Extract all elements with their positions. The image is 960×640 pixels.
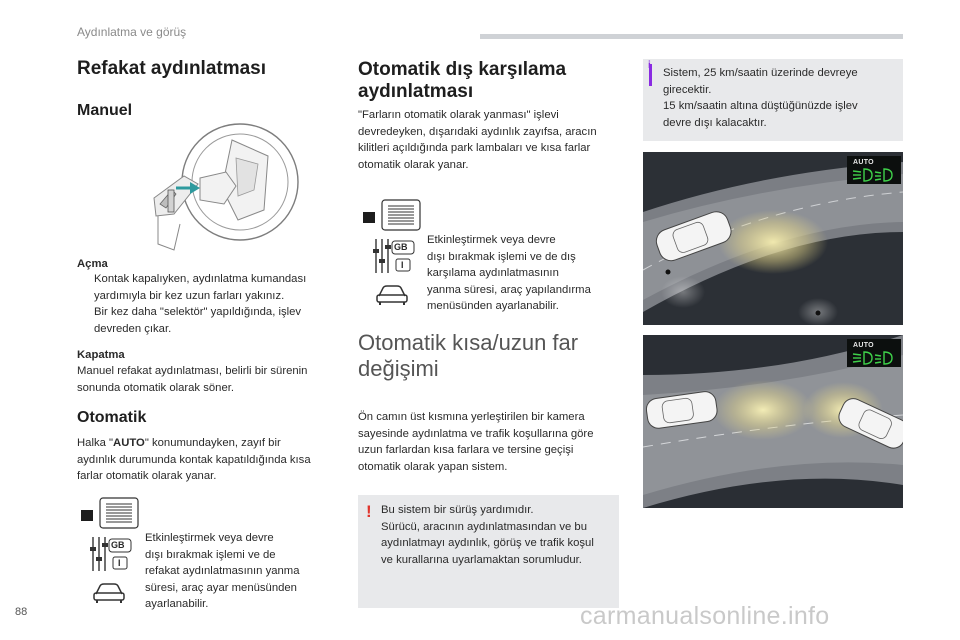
- text-line: dışı bırakmak işlemi ve de dış: [427, 250, 576, 263]
- bullet-line: devreden çıkar.: [94, 322, 172, 335]
- text-line: Ön camın üst kısmına yerleştirilen bir kamera: [358, 411, 585, 423]
- gb-label: GB: [111, 540, 125, 550]
- i-label: I: [118, 558, 121, 568]
- page-number: 88: [15, 606, 28, 618]
- bullet-item: [77, 271, 337, 304]
- road-illustration-2: [643, 335, 903, 508]
- title-dis-karsilama: [358, 59, 566, 103]
- text-line: 15 km/saatin altına düştüğünüzde işlev: [663, 100, 858, 112]
- info-note: [643, 59, 903, 141]
- text-part: Halka ": [77, 437, 114, 449]
- text-line: Etkinleştirmek veya devre: [427, 234, 556, 246]
- heading-otomatik: Otomatik: [77, 409, 147, 426]
- car-icon: [92, 580, 126, 604]
- text-line: yanma süresi, araç yapılandırma: [427, 283, 591, 296]
- bullet-item: [77, 304, 337, 337]
- text-line: sayesinde aydınlatma ve trafik koşullarına göre: [358, 427, 594, 440]
- text-line: ve kurallarına uyarlamaktan sorumludur.: [381, 553, 582, 566]
- text-line: "Farların otomatik olarak yanması" işlevi: [358, 109, 559, 121]
- welcome-intro-text: [358, 107, 628, 173]
- deactivation-text: [77, 363, 347, 396]
- bullet-line: yardımıyla bir kez uzun farları yakınız.: [94, 289, 285, 302]
- dial-icon: [362, 198, 422, 232]
- text-line: devredeyken, dışarıdaki aydınlık zayıfsa, aracın: [358, 125, 597, 138]
- text-line: Sistem, 25 km/saatin üzerinde devreye: [663, 67, 858, 79]
- manual-bullets: [77, 271, 337, 337]
- bullet-line: Bir kez daha "selektör" yapıldığında, işlev: [94, 306, 302, 318]
- auto-headlamp-badge: [847, 339, 901, 367]
- warning-icon: !: [366, 502, 372, 521]
- text-line: aydınlık durumunda kontak kapatıldığında kısa: [77, 453, 311, 466]
- text-line: Sürücü, aracının aydınlatmasından ve bu: [381, 520, 587, 533]
- beam-switch-text: [358, 409, 628, 475]
- text-line: uzun farlardan kısa farlara ve tersine geçişi: [358, 444, 574, 456]
- col2-settings-text: [427, 232, 627, 315]
- text-part: " konumundayken, zayıf bir: [144, 437, 281, 449]
- text-line: [77, 435, 347, 452]
- watermark-text: carmanualsonline.info: [580, 602, 830, 630]
- auto-label: AUTO: [853, 342, 874, 349]
- title-line: aydınlatması: [358, 81, 474, 102]
- text-line: dışı bırakmak işlemi ve de: [145, 548, 276, 561]
- header-bar: [480, 34, 903, 39]
- text-line: karşılama aydınlatmasının: [427, 267, 559, 279]
- text-line: refakat aydınlatmasının yanma: [145, 565, 300, 577]
- text-line: aydınlatmayı aydınlık, görüş ve trafik koşul: [381, 537, 594, 549]
- config-icon: [372, 237, 416, 275]
- text-line: girecektir.: [663, 83, 712, 96]
- i-label: I: [401, 260, 404, 270]
- text-line: menüsünden ayarlanabilir.: [427, 300, 559, 312]
- auto-label: AUTO: [853, 159, 874, 166]
- warning-text: [381, 502, 616, 568]
- config-icon: [89, 535, 133, 573]
- title-line: Otomatik kısa/uzun far: [358, 330, 579, 355]
- col1-settings-text: [145, 530, 335, 613]
- text-line: süresi, araç ayar menüsünden: [145, 581, 297, 594]
- auto-headlamp-badge: [847, 156, 901, 184]
- title-line: değişimi: [358, 356, 439, 381]
- label-kapatma: Kapatma: [77, 349, 125, 361]
- steering-wheel-illustration: [140, 120, 300, 258]
- text-line: Bu sistem bir sürüş yardımıdır.: [381, 504, 534, 516]
- warning-note: [358, 495, 619, 608]
- text-line: devre dışı kalacaktır.: [663, 116, 767, 129]
- auto-text: [77, 435, 347, 485]
- text-line: Manuel refakat aydınlatması, belirli bir sürenin: [77, 365, 308, 377]
- text-line: otomatik olarak yanar.: [358, 158, 469, 171]
- dial-icon: [80, 496, 140, 530]
- text-line: otomatik olarak yapan sistem.: [358, 460, 508, 473]
- bullet-line: Kontak kapalıyken, aydınlatma kumandası: [94, 273, 307, 285]
- info-text: [663, 65, 898, 131]
- title-line: Otomatik dış karşılama: [358, 59, 567, 80]
- text-line: farlar otomatik olarak yanar.: [77, 470, 217, 482]
- title-refakat: Refakat aydınlatması: [77, 58, 267, 79]
- road-illustration-1: [643, 152, 903, 325]
- car-icon: [375, 282, 409, 306]
- text-line: kilitleri açıldığında park lambaları ve kısa farlar: [358, 142, 591, 154]
- label-acma: Açma: [77, 258, 108, 270]
- section-title: Aydınlatma ve görüş: [77, 25, 187, 39]
- text-line: Etkinleştirmek veya devre: [145, 532, 274, 544]
- text-line: ayarlanabilir.: [145, 598, 209, 610]
- heading-manuel: Manuel: [77, 102, 133, 119]
- info-icon: i: [648, 60, 651, 71]
- text-line: sonunda otomatik olarak söner.: [77, 381, 234, 394]
- gb-label: GB: [394, 242, 408, 252]
- auto-keyword: AUTO: [113, 437, 145, 449]
- title-beam-switch: [358, 330, 578, 382]
